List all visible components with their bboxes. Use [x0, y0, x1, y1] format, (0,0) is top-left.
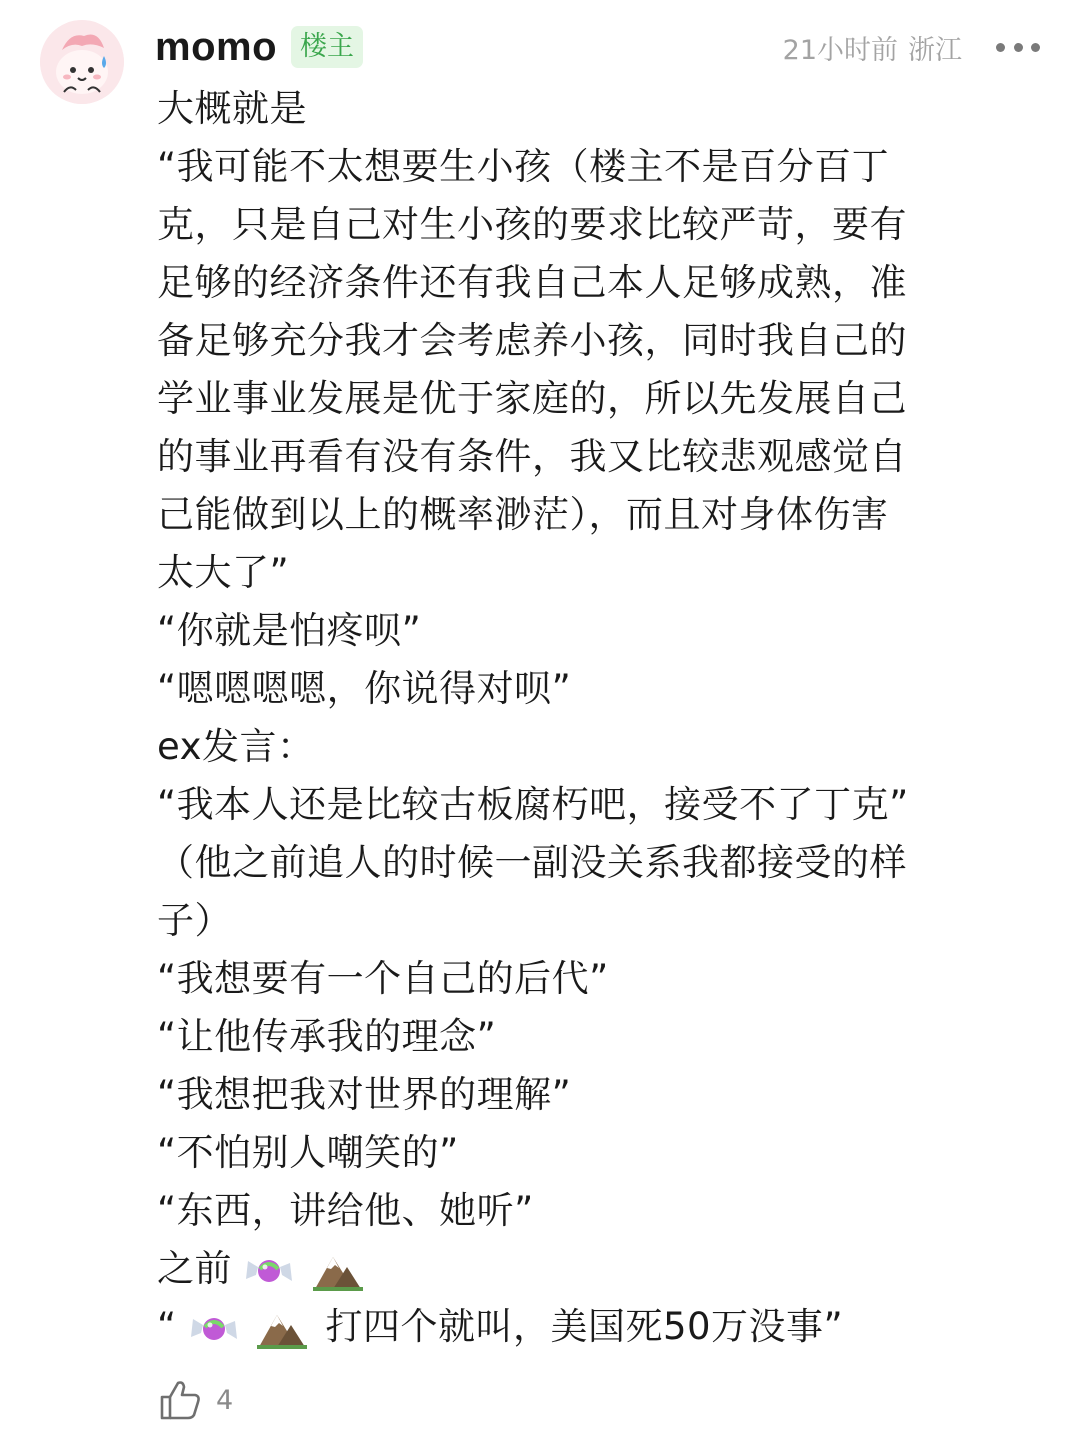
comment-line: 足够的经济条件还有我自己本人足够成熟，准 [157, 261, 907, 304]
line-text: “ [157, 1305, 177, 1348]
comment-line: 克，只是自己对生小孩的要求比较严苛，要有 [157, 203, 907, 246]
comment-line: 己能做到以上的概率渺茫），而且对身体伤害 [157, 493, 889, 536]
comment-line: 的事业再看有没有条件，我又比较悲观感觉自 [157, 435, 907, 478]
comment-line: “你就是怕疼呗” [157, 609, 422, 652]
like-count: 4 [216, 1384, 234, 1416]
more-dots-icon[interactable] [996, 37, 1040, 57]
thumbs-up-icon[interactable] [158, 1378, 202, 1422]
more-dot [1031, 43, 1040, 52]
comment-line: “我可能不太想要生小孩（楼主不是百分百丁 [157, 145, 890, 188]
comment-footer [158, 1375, 233, 1425]
comment-line [157, 1298, 1007, 1356]
comment-header [155, 22, 1040, 72]
comment-line: 子） [157, 899, 232, 942]
op-badge: 楼主 [291, 26, 363, 68]
comment-line: “我想把我对世界的理解” [157, 1073, 572, 1116]
comment-line: “让他传承我的理念” [157, 1015, 497, 1058]
comment-line: “我本人还是比较古板腐朽吧，接受不了丁克” [157, 783, 909, 826]
candy-emoji-icon [189, 1309, 239, 1349]
comment-line [157, 1240, 1007, 1298]
cute-pink-face-avatar-icon [40, 20, 124, 104]
line-text: 打四个就叫，美国死50万没事” [325, 1305, 844, 1348]
comment-line: 大概就是 [157, 87, 307, 130]
mountain-emoji-icon [257, 1309, 307, 1349]
comment-line: 太大了” [157, 551, 290, 594]
avatar[interactable] [40, 20, 124, 104]
comment-body [157, 80, 1007, 1356]
more-dot [1014, 43, 1023, 52]
comment-line: “嗯嗯嗯嗯，你说得对呗” [157, 667, 572, 710]
line-text: 之前 [157, 1247, 232, 1290]
mountain-emoji-icon [313, 1251, 363, 1291]
username[interactable]: momo [155, 24, 277, 69]
location: 浙江 [908, 34, 962, 66]
comment-line: （他之前追人的时候一副没关系我都接受的样 [157, 841, 907, 884]
candy-emoji-icon [244, 1251, 294, 1291]
more-dot [996, 43, 1005, 52]
comment-line: 备足够充分我才会考虑养小孩，同时我自己的 [157, 319, 907, 362]
comment-line: “东西，讲给他、她听” [157, 1189, 534, 1232]
timestamp: 21小时前 [782, 34, 898, 66]
comment-line: 学业事业发展是优于家庭的，所以先发展自己 [157, 377, 907, 420]
comment-line: “我想要有一个自己的后代” [157, 957, 609, 1000]
comment-line: ex发言： [157, 725, 315, 768]
comment-line: “不怕别人嘲笑的” [157, 1131, 459, 1174]
